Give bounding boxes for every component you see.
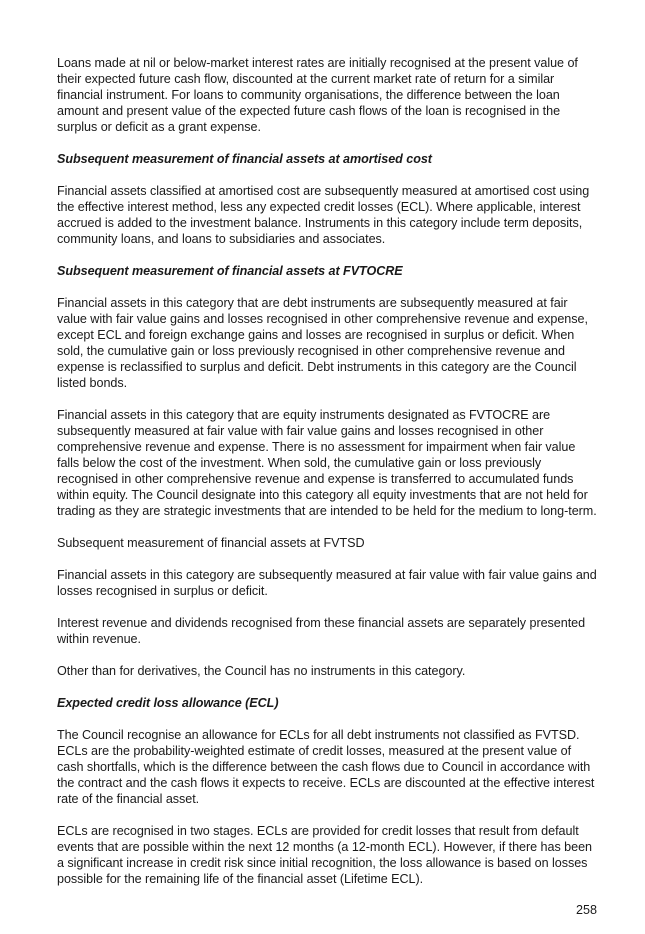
- paragraph-derivatives: Other than for derivatives, the Council has no instruments in this category.: [57, 664, 466, 678]
- heading-fvtsd: Subsequent measurement of financial assets at FVTSD: [57, 536, 365, 550]
- paragraph-fvtsd: Financial assets in this category are subsequently measured at fair value with fair value gains and losses recognised in surplus or deficit.: [57, 568, 597, 598]
- page-content: [57, 55, 597, 903]
- heading-amortised-cost: Subsequent measurement of financial assets at amortised cost: [57, 152, 432, 166]
- paragraph-fvtocre-debt: Financial assets in this category that are debt instruments are subsequently measured at fair value with fair value gains and losses recognised in other comprehensive revenue and expense, except ECL and foreign exchange gains and losses are recognised in surplus or deficit. When sold, the cumulative gain or loss previously recognised in other comprehensive revenue and expense is reclassified to surplus and deficit. Debt instruments in this category are the Council listed bonds.: [57, 296, 588, 390]
- paragraph-fvtocre-equity: Financial assets in this category that are equity instruments designated as FVTOCRE are subsequently measured at fair value with fair value gains and losses recognised in other comprehensive revenue and expense. There is no assessment for impairment when fair value falls below the cost of the investment. When sold, the cumulative gain or loss previously recognised in other comprehensive revenue and expense is transferred to accumulated funds within equity. The Council designate into this category all equity investments that are not held for trading as they are strategic investments that are intended to be held for the medium to long-term.: [57, 408, 597, 518]
- paragraph-amortised-cost: Financial assets classified at amortised cost are subsequently measured at amortised cost using the effective interest method, less any expected credit losses (ECL). Where applicable, interest accrued is added to the investment balance. Instruments in this category include term deposits, community loans, and loans to subsidiaries and associates.: [57, 184, 590, 246]
- page-number: 258: [575, 903, 597, 917]
- paragraph-interest-revenue: Interest revenue and dividends recognised from these financial assets are separately presented within revenue.: [57, 616, 586, 646]
- paragraph-loans-below-market: Loans made at nil or below-market interest rates are initially recognised at the present value of their expected future cash flow, discounted at the current market rate of return for a similar financial instrument. For loans to community organisations, the difference between the loan amount and present value of the expected future cash flows of the loan is recognised in the surplus or deficit as a grant expense.: [57, 56, 578, 134]
- paragraph-ecl-stages: ECLs are recognised in two stages. ECLs are provided for credit losses that result from default events that are possible within the next 12 months (a 12-month ECL). However, if there has been a significant increase in credit risk since initial recognition, the loss allowance is based on losses possible for the remaining life of the financial asset (Lifetime ECL).: [57, 824, 592, 886]
- paragraph-ecl-allowance: The Council recognise an allowance for ECLs for all debt instruments not classified as FVTSD. ECLs are the probability-weighted estimate of credit losses, measured at the present value of cash shortfalls, which is the difference between the cash flows due to Council in accordance with the contract and the cash flows it expects to receive. ECLs are discounted at the effective interest rate of the financial asset.: [57, 728, 595, 806]
- heading-fvtocre: Subsequent measurement of financial assets at FVTOCRE: [57, 264, 403, 278]
- heading-ecl: Expected credit loss allowance (ECL): [57, 696, 279, 710]
